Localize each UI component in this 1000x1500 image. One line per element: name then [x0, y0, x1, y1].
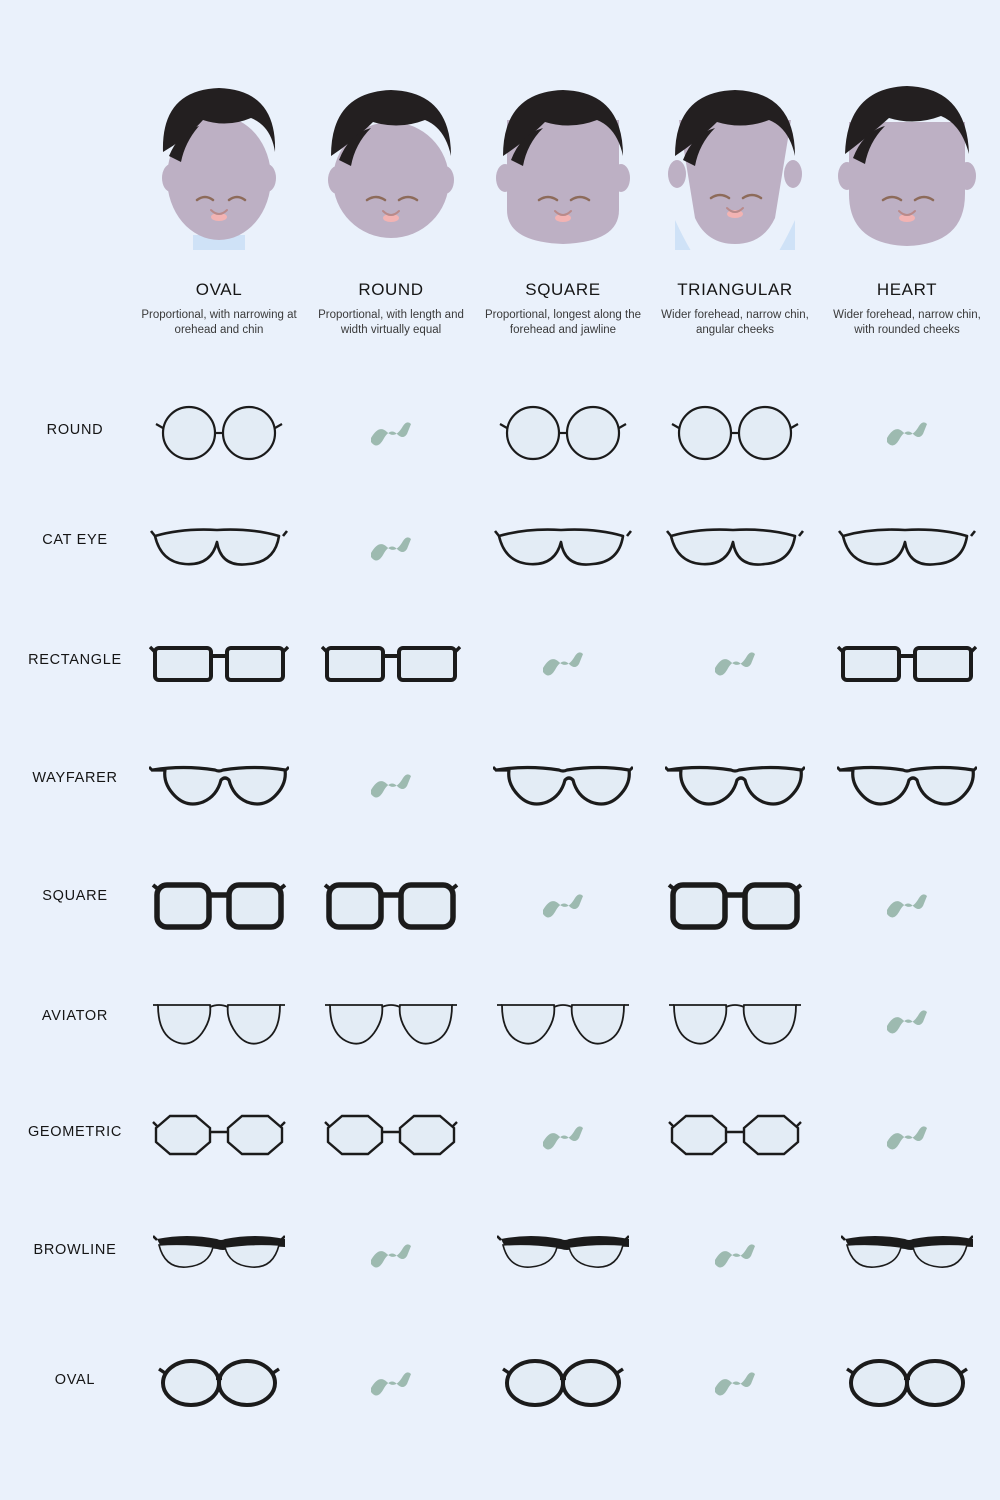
- cell-square-round: [305, 862, 477, 948]
- cell-rectangle-round: [305, 620, 477, 706]
- cell-cat-eye-square: [477, 505, 649, 591]
- squiggle-icon: [367, 418, 415, 448]
- cell-oval-triangular: [649, 1340, 821, 1426]
- cell-rectangle-heart: [821, 620, 993, 706]
- face-column-round: [305, 60, 477, 337]
- face-triangular-icon: [649, 60, 821, 250]
- squiggle-icon: [711, 1240, 759, 1270]
- cell-round-oval: [133, 390, 305, 476]
- cell-geometric-triangular: [649, 1094, 821, 1180]
- cell-browline-oval: [133, 1212, 305, 1298]
- squiggle-icon: [539, 1122, 587, 1152]
- face-title: OVAL: [195, 280, 243, 299]
- cell-wayfarer-round: [305, 742, 477, 828]
- face-description: Proportional, with length and width virtually equal: [318, 309, 464, 336]
- face-title: ROUND: [358, 280, 424, 299]
- face-description: Proportional, with narrowing at orehead and chin: [141, 309, 297, 336]
- squiggle-icon: [367, 1240, 415, 1270]
- cell-rectangle-square: [477, 620, 649, 706]
- cell-oval-round: [305, 1340, 477, 1426]
- face-description: Wider forehead, narrow chin, angular cheeks: [661, 309, 809, 336]
- face-description: Wider forehead, narrow chin, with rounded cheeks: [833, 309, 981, 336]
- row-label-cat-eye: CAT EYE: [42, 532, 108, 548]
- row-label-browline: BROWLINE: [33, 1242, 117, 1258]
- squiggle-icon: [367, 533, 415, 563]
- cell-square-oval: [133, 862, 305, 948]
- row-label-round: ROUND: [46, 422, 104, 438]
- face-column-triangular: [649, 60, 821, 337]
- cell-geometric-square: [477, 1094, 649, 1180]
- row-label-oval: OVAL: [54, 1372, 96, 1388]
- cell-geometric-heart: [821, 1094, 993, 1180]
- row-label-aviator: AVIATOR: [41, 1008, 109, 1024]
- face-heart-icon: [821, 60, 993, 250]
- cell-cat-eye-oval: [133, 505, 305, 591]
- cell-cat-eye-triangular: [649, 505, 821, 591]
- cell-wayfarer-oval: [133, 742, 305, 828]
- squiggle-icon: [883, 890, 931, 920]
- squiggle-icon: [883, 418, 931, 448]
- cell-wayfarer-triangular: [649, 742, 821, 828]
- cell-oval-heart: [821, 1340, 993, 1426]
- cell-round-round: [305, 390, 477, 476]
- squiggle-icon: [367, 770, 415, 800]
- cell-oval-oval: [133, 1340, 305, 1426]
- cell-aviator-triangular: [649, 978, 821, 1064]
- squiggle-icon: [711, 1368, 759, 1398]
- face-title: SQUARE: [525, 280, 601, 299]
- cell-oval-square: [477, 1340, 649, 1426]
- cell-cat-eye-round: [305, 505, 477, 591]
- squiggle-icon: [539, 890, 587, 920]
- cell-rectangle-oval: [133, 620, 305, 706]
- face-description: Proportional, longest along the forehead and jawline: [485, 309, 641, 336]
- cell-browline-round: [305, 1212, 477, 1298]
- row-label-rectangle: RECTANGLE: [28, 652, 122, 668]
- cell-square-heart: [821, 862, 993, 948]
- cell-round-square: [477, 390, 649, 476]
- row-label-square: SQUARE: [42, 888, 108, 904]
- face-title: TRIANGULAR: [677, 280, 793, 299]
- cell-browline-triangular: [649, 1212, 821, 1298]
- row-label-wayfarer: WAYFARER: [32, 770, 118, 786]
- cell-round-heart: [821, 390, 993, 476]
- cell-wayfarer-square: [477, 742, 649, 828]
- face-column-square: [477, 60, 649, 337]
- squiggle-icon: [367, 1368, 415, 1398]
- face-round-icon: [305, 60, 477, 250]
- cell-aviator-round: [305, 978, 477, 1064]
- cell-aviator-oval: [133, 978, 305, 1064]
- face-oval-icon: [133, 60, 305, 250]
- row-label-geometric: GEOMETRIC: [27, 1124, 123, 1140]
- cell-wayfarer-heart: [821, 742, 993, 828]
- cell-geometric-round: [305, 1094, 477, 1180]
- squiggle-icon: [711, 648, 759, 678]
- face-column-heart: [821, 60, 993, 337]
- cell-aviator-square: [477, 978, 649, 1064]
- squiggle-icon: [883, 1122, 931, 1152]
- cell-cat-eye-heart: [821, 505, 993, 591]
- squiggle-icon: [883, 1006, 931, 1036]
- cell-square-triangular: [649, 862, 821, 948]
- cell-round-triangular: [649, 390, 821, 476]
- cell-geometric-oval: [133, 1094, 305, 1180]
- cell-square-square: [477, 862, 649, 948]
- face-shapes-header: [0, 0, 1000, 372]
- squiggle-icon: [539, 648, 587, 678]
- cell-rectangle-triangular: [649, 620, 821, 706]
- face-column-oval: [133, 60, 305, 337]
- cell-browline-square: [477, 1212, 649, 1298]
- cell-browline-heart: [821, 1212, 993, 1298]
- cell-aviator-heart: [821, 978, 993, 1064]
- face-square-icon: [477, 60, 649, 250]
- face-title: HEART: [876, 280, 938, 299]
